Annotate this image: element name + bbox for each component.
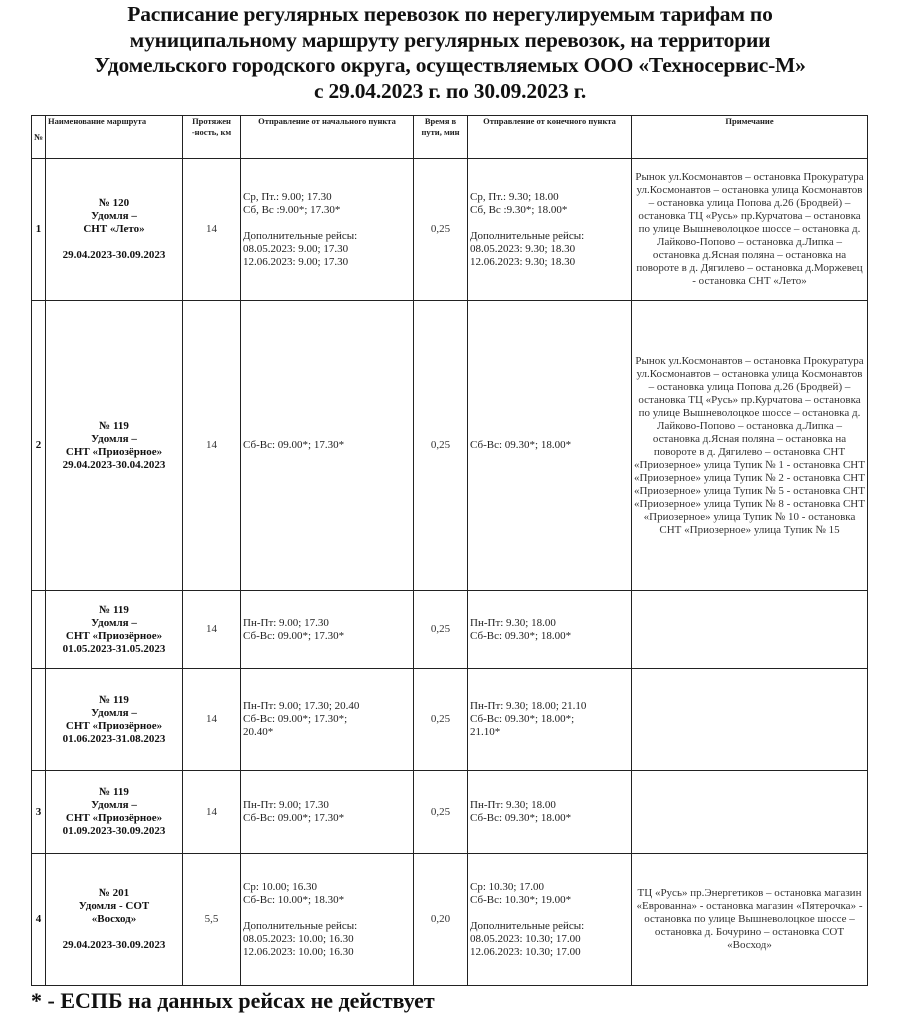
departure-end-cell	[468, 159, 632, 301]
route-name-cell	[46, 854, 183, 986]
departure-line: Дополнительные рейсы:	[470, 919, 585, 932]
header-num: №	[32, 116, 46, 159]
route-name-line: Удомля –	[91, 432, 137, 445]
header-departure-start: Отправление от начального пункта	[241, 116, 414, 159]
route-name-line: СНТ «Приозёрное»	[65, 719, 163, 732]
departure-line: Сб-Вс: 09.00*; 17.30*	[243, 812, 345, 824]
table-row	[32, 771, 868, 854]
departure-line: 08.05.2023: 10.30; 17.00	[470, 932, 581, 945]
route-name-line: № 119	[99, 419, 129, 432]
route-stops-note	[632, 669, 868, 771]
route-name-line: № 120	[98, 197, 130, 209]
route-name-cell	[46, 159, 183, 301]
route-name-line: Удомля - СОТ	[78, 900, 150, 912]
departure-line: Пн-Пт: 9.00; 17.30	[243, 799, 329, 811]
departure-line: Пн-Пт: 9.30; 18.00	[470, 616, 556, 629]
departure-line: Сб, Вс :9.30*; 18.00*	[470, 203, 568, 216]
header-note: Примечание	[632, 116, 868, 159]
route-name-cell	[46, 771, 183, 854]
route-length: 14	[183, 771, 241, 854]
route-name-line	[48, 236, 180, 249]
departure-line: Дополнительные рейсы:	[243, 229, 358, 242]
departure-line: Ср, Пт.: 9.00; 17.30	[243, 190, 332, 203]
route-name-cell	[46, 669, 183, 771]
route-name-cell	[46, 301, 183, 591]
route-name-line: 01.06.2023-31.08.2023	[62, 732, 166, 745]
departure-line: Пн-Пт: 9.30; 18.00; 21.10	[470, 700, 587, 712]
departure-line: 08.05.2023: 9.00; 17.30	[243, 242, 349, 255]
table-row	[32, 159, 868, 301]
route-length: 14	[183, 301, 241, 591]
route-length: 14	[183, 669, 241, 771]
table-row	[32, 591, 868, 669]
departure-end-cell	[468, 771, 632, 854]
departure-line: Дополнительные рейсы:	[470, 229, 585, 242]
departure-start-cell	[241, 669, 414, 771]
departure-line: Сб-Вс: 09.00*; 17.30*;	[243, 713, 348, 725]
route-name-line: № 119	[99, 693, 129, 706]
travel-time: 0,25	[414, 591, 468, 669]
travel-time: 0,25	[414, 771, 468, 854]
departure-line: Сб-Вс: 09.00*; 17.30*	[243, 439, 345, 451]
route-name-line: № 119	[99, 786, 129, 798]
table-header-row	[32, 116, 868, 159]
departure-line: Сб-Вс: 09.30*; 18.00*;	[470, 713, 575, 725]
departure-line: 21.10*	[470, 726, 501, 738]
footnote: * - ЕСПБ на данных рейсах не действует	[31, 988, 435, 1013]
route-name-line: № 201	[98, 887, 130, 899]
table-row	[32, 301, 868, 591]
departure-start-cell	[241, 854, 414, 986]
departure-line: Дополнительные рейсы:	[243, 919, 358, 932]
route-stops-note: ТЦ «Русь» пр.Энергетиков – остановка магазин «Еврованна» - остановка магазин «Пятерочка» - остановка по улице Вышневолоцкое шоссе – остановка д. Бочурино – остановка СОТ «Восход»	[632, 854, 868, 986]
departure-line: 08.05.2023: 10.00; 16.30	[243, 932, 354, 945]
departure-line: Сб-Вс: 09.00*; 17.30*	[243, 629, 345, 642]
route-name-line	[48, 926, 180, 939]
departure-line	[243, 217, 411, 230]
departure-line: Сб-Вс: 09.30*; 18.00*	[470, 812, 572, 824]
route-stops-note	[632, 771, 868, 854]
route-name-line: СНТ «Приозёрное»	[65, 445, 163, 458]
route-name-line: 29.04.2023-30.09.2023	[62, 939, 166, 951]
route-name-line: «Восход»	[91, 913, 137, 925]
document-title	[0, 2, 900, 104]
title-line: Удомельского городского округа, осуществляемых ООО «Техносервис-М»	[94, 53, 806, 77]
departure-line	[470, 907, 629, 920]
header-length: Протяжен -ность, км	[183, 116, 241, 159]
departure-end-cell	[468, 591, 632, 669]
departure-line: 12.06.2023: 9.30; 18.30	[470, 255, 576, 268]
departure-start-cell	[241, 301, 414, 591]
departure-line: 20.40*	[243, 726, 274, 738]
table-row	[32, 854, 868, 986]
route-name-line: Удомля –	[91, 210, 137, 222]
route-stops-note	[632, 591, 868, 669]
travel-time: 0,25	[414, 159, 468, 301]
table-row	[32, 669, 868, 771]
route-stops-note: Рынок ул.Космонавтов – остановка Прокуратура ул.Космонавтов – остановка улица Космонавтов – остановка улица Попова д.26 (Бродвей) – остановка ТЦ «Русь» пр.Курчатова – остановка по улице Вышневолоцкое шоссе – остановка д. Лайково-Попово – остановка д.Липка – остановка д.Ясная поляна – остановка на повороте в д. Дягилево – остановка д.Моржевец - остановка СНТ «Лето»	[632, 159, 868, 301]
departure-end-cell	[468, 301, 632, 591]
departure-line: Ср: 10.00; 16.30	[243, 880, 317, 893]
travel-time: 0,25	[414, 669, 468, 771]
departure-end-cell	[468, 669, 632, 771]
route-name-line: Удомля –	[91, 706, 137, 719]
row-number: 2	[32, 301, 46, 591]
departure-line: Сб, Вс :9.00*; 17.30*	[243, 203, 341, 216]
departure-line: 12.06.2023: 10.00; 16.30	[243, 945, 354, 958]
departure-end-cell	[468, 854, 632, 986]
route-name-line: 01.05.2023-31.05.2023	[62, 642, 166, 655]
departure-line	[470, 217, 629, 230]
route-name-line: 29.04.2023-30.09.2023	[62, 249, 166, 261]
departure-line: Пн-Пт: 9.00; 17.30	[243, 616, 329, 629]
departure-line: Сб-Вс: 09.30*; 18.00*	[470, 629, 572, 642]
travel-time: 0,25	[414, 301, 468, 591]
row-number: 4	[32, 854, 46, 986]
route-name-line: № 119	[99, 603, 129, 616]
departure-line: Пн-Пт: 9.00; 17.30; 20.40	[243, 700, 360, 712]
schedule-table	[31, 115, 868, 986]
departure-line	[243, 907, 411, 920]
departure-line: Сб-Вс: 10.00*; 18.30*	[243, 893, 345, 906]
travel-time: 0,20	[414, 854, 468, 986]
departure-start-cell	[241, 591, 414, 669]
row-number: 3	[32, 771, 46, 854]
departure-line: Ср, Пт.: 9.30; 18.00	[470, 190, 559, 203]
route-length: 5,5	[183, 854, 241, 986]
route-name-line: 29.04.2023-30.04.2023	[62, 458, 166, 471]
route-name-line: СНТ «Приозёрное»	[65, 629, 163, 642]
departure-line: Пн-Пт: 9.30; 18.00	[470, 799, 556, 811]
title-line: муниципальному маршруту регулярных перевозок, на территории	[129, 27, 771, 52]
departure-line: Сб-Вс: 10.30*; 19.00*	[470, 893, 572, 906]
route-stops-note: Рынок ул.Космонавтов – остановка Прокуратура ул.Космонавтов – остановка улица Космонавтов – остановка улица Попова д.26 (Бродвей) – остановка ТЦ «Русь» пр.Курчатова – остановка по улице Вышневолоцкое шоссе – остановка д. Лайково-Попово – остановка д.Липка – остановка д.Ясная поляна – остановка на повороте в д. Дягилево – остановка СНТ «Приозерное» улица Тупик № 1 - остановка СНТ «Приозерное» улица Тупик № 2 - остановка СНТ «Приозерное» улица Тупик № 5 - остановка СНТ «Приозерное» улица Тупик № 8 - остановка СНТ «Приозерное» улица Тупик № 10 - остановка СНТ «Приозерное» улица Тупик № 15	[632, 301, 868, 591]
route-length: 14	[183, 591, 241, 669]
departure-line: Сб-Вс: 09.30*; 18.00*	[470, 439, 572, 451]
header-departure-end: Отправление от конечного пункта	[468, 116, 632, 159]
route-name-line: СНТ «Приозёрное»	[65, 812, 163, 824]
route-name-line: Удомля –	[91, 799, 137, 811]
departure-line: Ср: 10.30; 17.00	[470, 880, 544, 893]
route-length: 14	[183, 159, 241, 301]
departure-line: 12.06.2023: 10.30; 17.00	[470, 945, 581, 958]
departure-line: 12.06.2023: 9.00; 17.30	[243, 255, 349, 268]
row-number: 1	[32, 159, 46, 301]
route-name-line: 01.09.2023-30.09.2023	[62, 825, 166, 837]
route-name-line: Удомля –	[91, 616, 137, 629]
title-line: с 29.04.2023 г. по 30.09.2023 г.	[313, 78, 587, 103]
row-number	[32, 669, 46, 771]
header-route-name: Наименование маршрута	[46, 116, 183, 159]
title-line: Расписание регулярных перевозок по нерегулируемым тарифам по	[127, 2, 773, 26]
departure-start-cell	[241, 159, 414, 301]
row-number	[32, 591, 46, 669]
route-name-line: СНТ «Лето»	[83, 223, 145, 235]
route-name-cell	[46, 591, 183, 669]
departure-line: 08.05.2023: 9.30; 18.30	[470, 242, 576, 255]
header-travel-time: Время в пути, мин	[414, 116, 468, 159]
departure-start-cell	[241, 771, 414, 854]
